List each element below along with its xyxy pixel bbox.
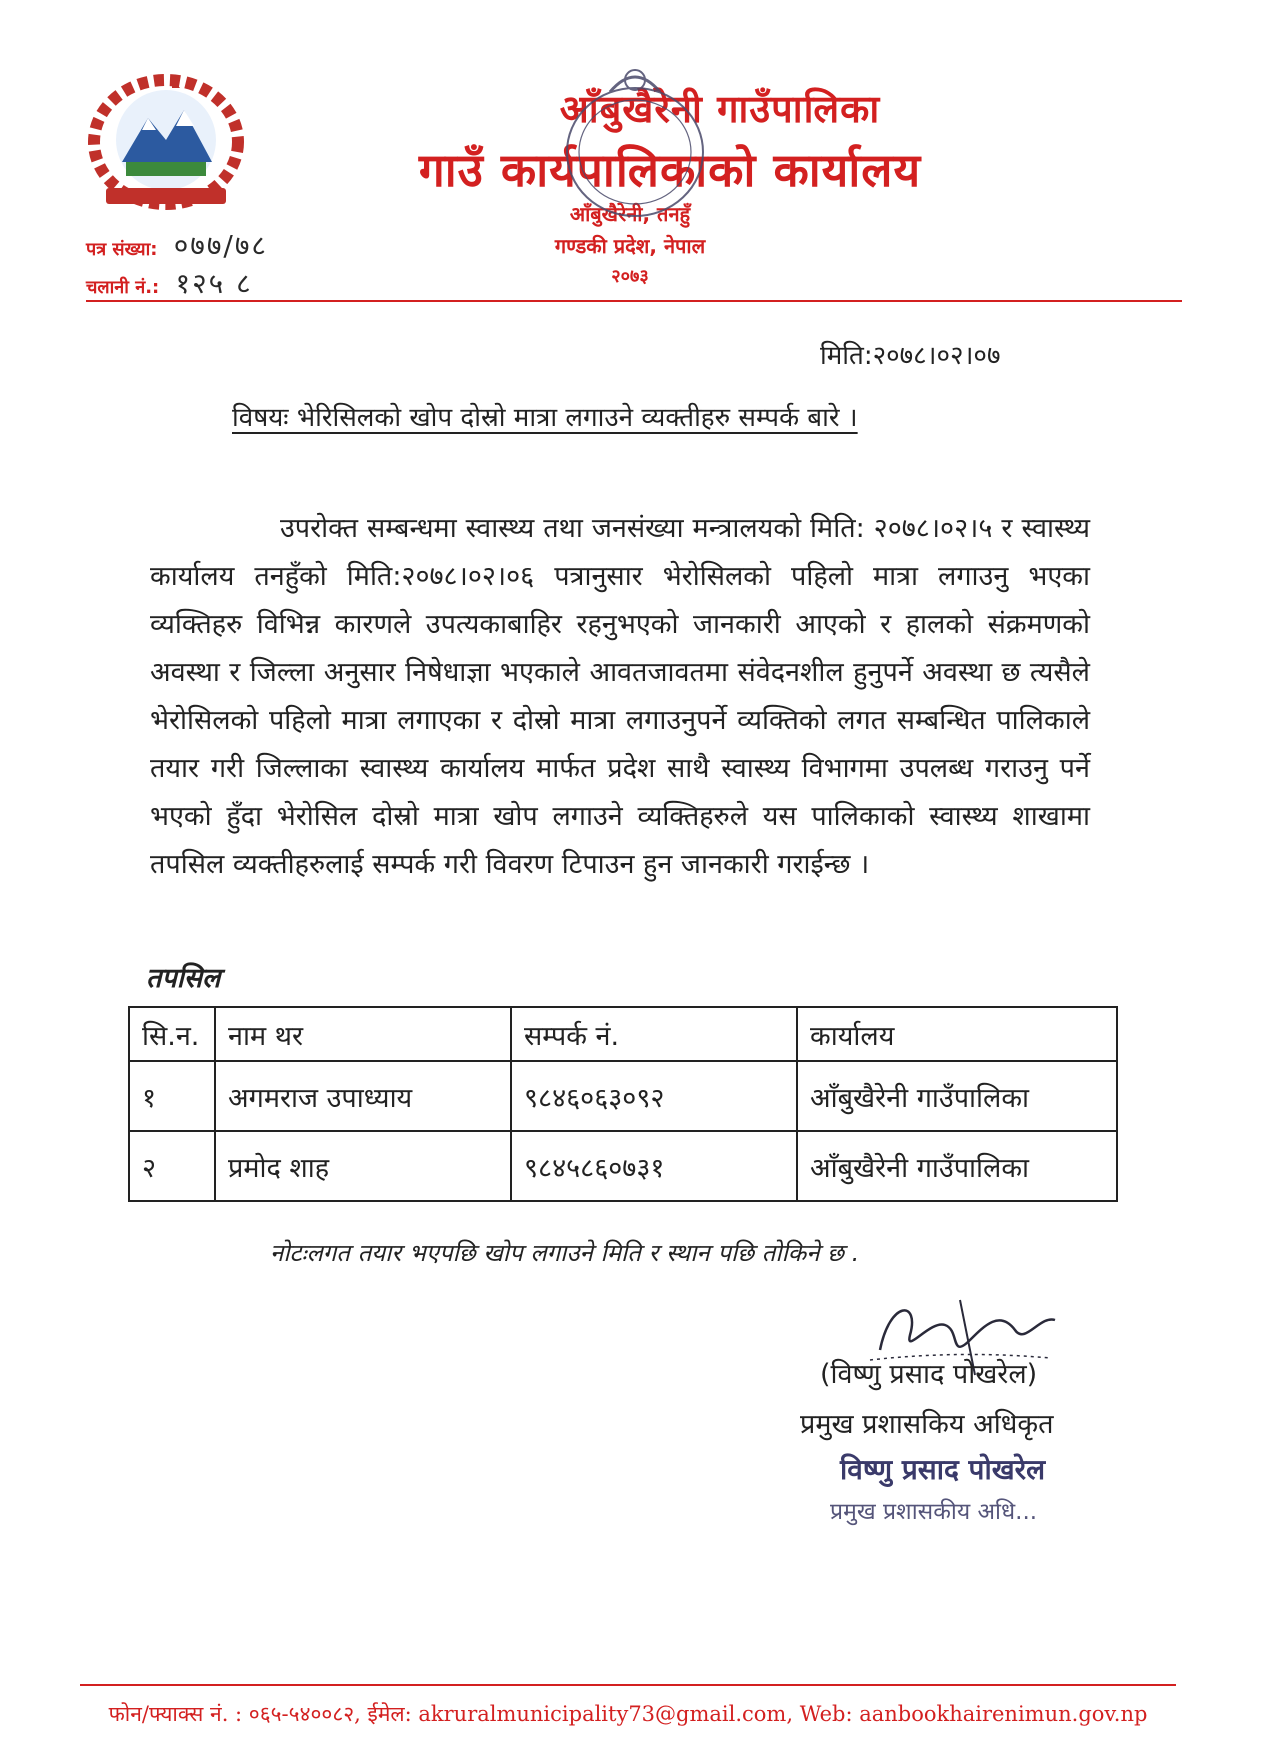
cell-name: अगमराज उपाध्याय — [215, 1061, 511, 1131]
letter-note: नोटःलगत तयार भएपछि खोप लगाउने मिति र स्थान पछि तोकिने छ . — [270, 1239, 860, 1267]
header-contact: सम्पर्क नं. — [511, 1007, 797, 1061]
cell-contact: ९८४५८६०७३१ — [511, 1131, 797, 1201]
patra-sankhya — [86, 226, 268, 264]
cell-sn: १ — [129, 1061, 215, 1131]
org-year: २०७३ — [611, 266, 649, 287]
org-name-line1: आँबुखैरेनी गाउँपालिका — [559, 87, 881, 131]
signatory-name: (विष्णु प्रसाद पोखरेल) — [820, 1359, 1038, 1390]
header-name: नाम थर — [215, 1007, 511, 1061]
footer-contact: फोन/फ्याक्स नं. : ०६५-५४००८२, ईमेल: akruralmunicipality73@gmail.com, Web: aanbookhairenimun.gov.np — [108, 1702, 1148, 1726]
org-name-line2: गाउँ कार्यपालिकाको कार्यालय — [418, 143, 922, 197]
patra-label: पत्र संख्या: — [86, 239, 158, 260]
office-seal-stamp — [560, 52, 710, 222]
header-divider — [86, 300, 1182, 302]
letter-date: मिति:२०७८।०२।०७ — [820, 341, 1001, 371]
cell-name: प्रमोद शाह — [215, 1131, 511, 1201]
header-office: कार्यालय — [797, 1007, 1117, 1061]
footer-divider — [80, 1684, 1176, 1686]
letter-body: उपरोक्त सम्बन्धमा स्वास्थ्य तथा जनसंख्या मन्त्रालयको मिति: २०७८।०२।५ र स्वास्थ्य कार्यालय तनहुँको मिति:२०७८।०२।०६ पत्रानुसार भेरोसिलको पहिलो मात्रा लगाउनु भएका व्यक्तिहरु विभिन्न कारणले उपत्यकाबाहिर रहनुभएको जानकारी आएको र हालको संक्रमणको अवस्था र जिल्ला अनुसार निषेधाज्ञा भएकाले आवतजावतमा संवेदनशील हुनुपर्ने अवस्था छ त्यसैले भेरोसिलको पहिलो मात्रा लगाएका र दोस्रो मात्रा लगाउनुपर्ने व्यक्तिको लगत सम्बन्धित पालिकाले तयार गरी जिल्लाका स्वास्थ्य कार्यालय मार्फत प्रदेश साथै स्वास्थ्य विभागमा उपलब्ध गराउनु पर्ने भएको हुँदा भेरोसिल दोस्रो मात्रा खोप लगाउने व्यक्तिहरुले यस पालिकाको स्वास्थ्य शाखामा तपसिल व्यक्तीहरुलाई सम्पर्क गरी विवरण टिपाउन हुन जानकारी गराईन्छ । — [150, 513, 1090, 880]
cell-office: आँबुखैरेनी गाउँपालिका — [797, 1131, 1117, 1201]
patra-value: ०७७/७८ — [173, 229, 268, 262]
contact-table — [128, 1006, 1118, 1202]
table-header-row — [129, 1007, 1117, 1061]
org-province: गण्डकी प्रदेश, नेपाल — [554, 234, 706, 258]
chalani-label: चलानी नं.: — [86, 277, 160, 298]
cell-office: आँबुखैरेनी गाउँपालिका — [797, 1061, 1117, 1131]
header-sn: सि.न. — [129, 1007, 215, 1061]
table-row — [129, 1061, 1117, 1131]
stamp-title: प्रमुख प्रशासकीय अधि... — [830, 1499, 1038, 1525]
cell-sn: २ — [129, 1131, 215, 1201]
tapsil-heading: तपसिल — [146, 963, 221, 994]
cell-contact: ९८४६०६३०९२ — [511, 1061, 797, 1131]
chalani-value: १२५ ८ — [175, 267, 253, 300]
nepal-emblem-icon — [86, 70, 246, 215]
org-address: आँबुखैरेनी, तनहुँ — [569, 202, 691, 226]
letter-subject: विषयः भेरिसिलको खोप दोस्रो मात्रा लगाउने व्यक्तीहरु सम्पर्क बारे । — [232, 403, 858, 433]
stamp-name: विष्णु प्रसाद पोखरेल — [840, 1453, 1046, 1486]
signatory-title: प्रमुख प्रशासकिय अधिकृत — [800, 1409, 1054, 1440]
table-row — [129, 1131, 1117, 1201]
chalani-number — [86, 264, 253, 302]
